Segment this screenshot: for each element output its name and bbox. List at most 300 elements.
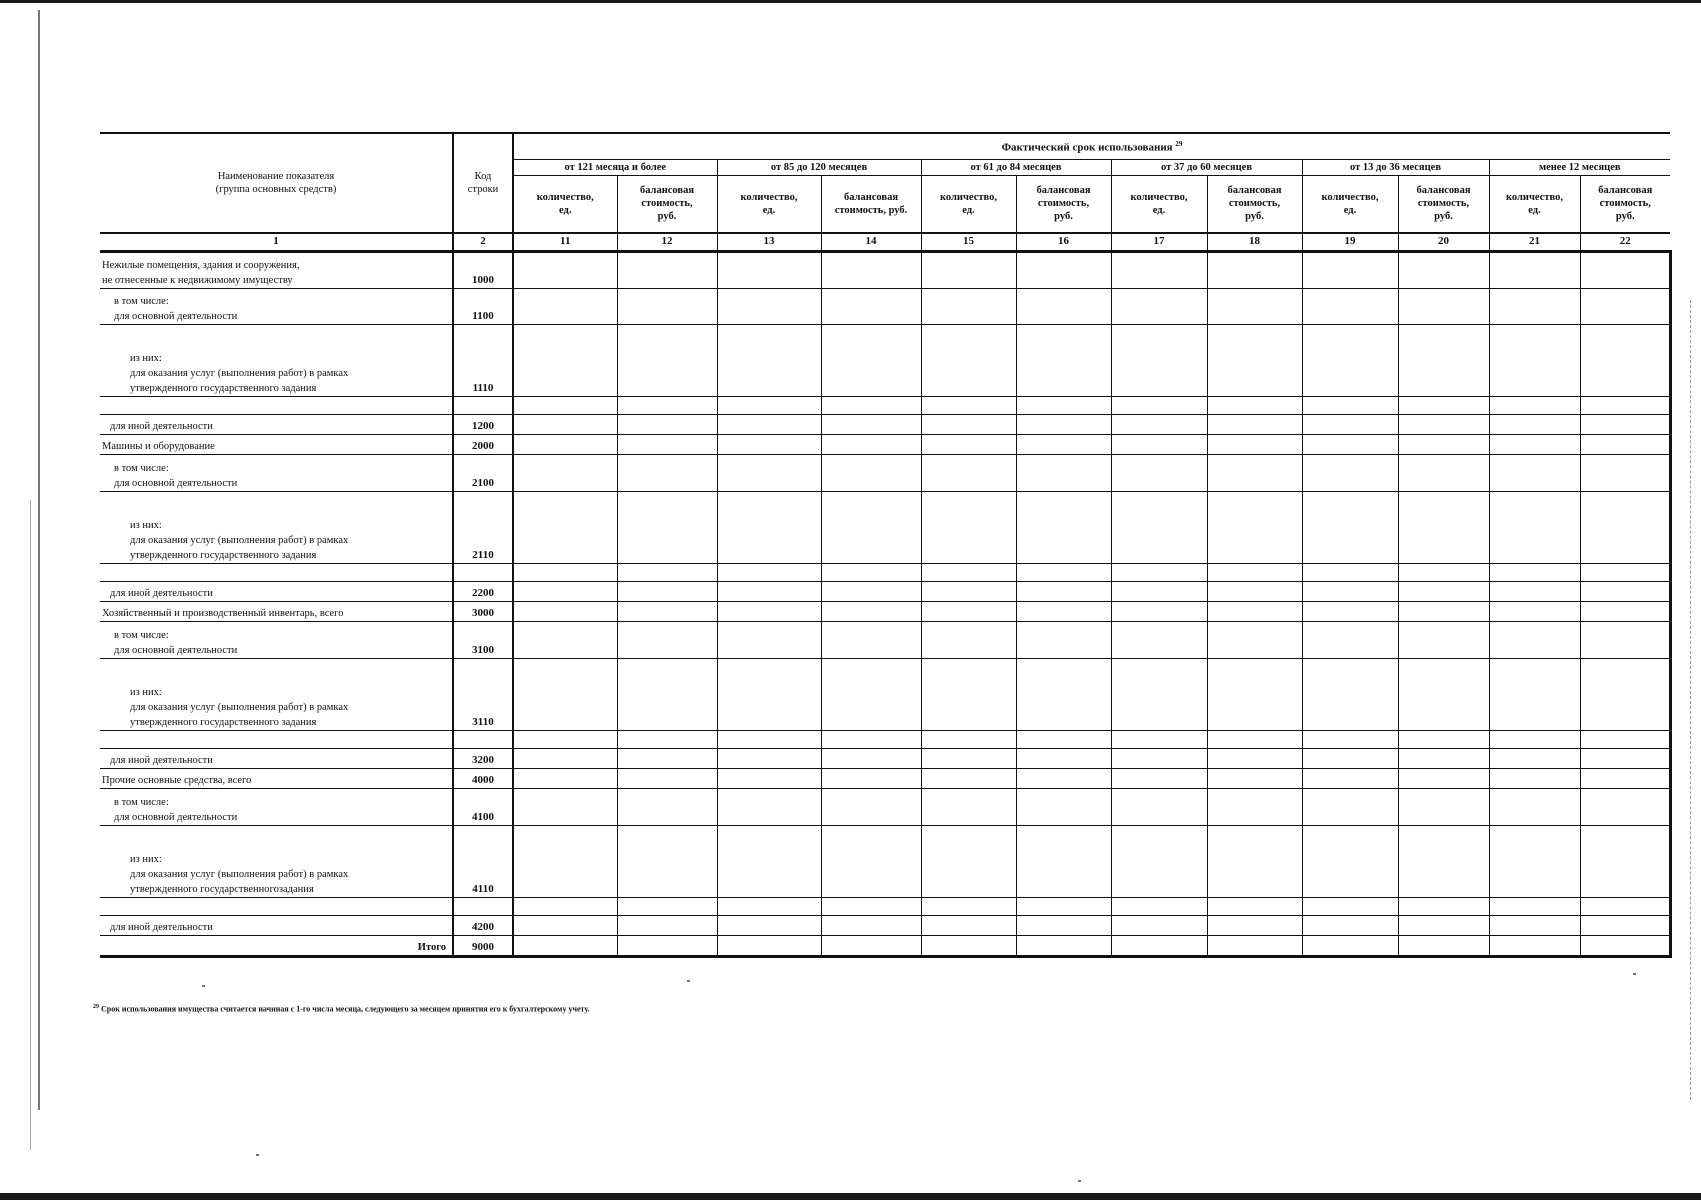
quantity-cell: [921, 563, 1016, 581]
quantity-cell: [513, 563, 617, 581]
quantity-cell: [1111, 621, 1207, 658]
book-value-cell: [1398, 768, 1489, 788]
book-value-cell: [1207, 563, 1302, 581]
group-header-37-60: от 37 до 60 месяцев: [1111, 159, 1302, 175]
row-name: [100, 563, 453, 581]
book-value-cell: [617, 581, 717, 601]
book-value-cell: [1580, 251, 1670, 288]
book-value-cell: [1016, 897, 1111, 915]
quantity-cell: [921, 748, 1016, 768]
quantity-cell: [513, 396, 617, 414]
book-value-cell: [1016, 601, 1111, 621]
row-name: для иной деятельности: [100, 748, 453, 768]
quantity-cell: [1489, 730, 1580, 748]
row-name: для иной деятельности: [100, 915, 453, 935]
subcol-quantity: количество, ед.: [717, 175, 821, 233]
quantity-cell: [717, 825, 821, 897]
table-row: [100, 581, 1670, 601]
book-value-cell: [1398, 621, 1489, 658]
table-row: [100, 768, 1670, 788]
quantity-cell: [921, 621, 1016, 658]
book-value-cell: [1580, 601, 1670, 621]
scan-edge-right: [1690, 300, 1692, 1100]
quantity-cell: [1302, 601, 1398, 621]
quantity-cell: [921, 897, 1016, 915]
row-code: 2000: [453, 434, 513, 454]
quantity-cell: [1111, 897, 1207, 915]
quantity-cell: [1111, 601, 1207, 621]
quantity-cell: [1489, 491, 1580, 563]
row-name: для иной деятельности: [100, 581, 453, 601]
row-code: [453, 396, 513, 414]
book-value-cell: [617, 601, 717, 621]
row-name: для иной деятельности: [100, 414, 453, 434]
row-code: 2100: [453, 454, 513, 491]
book-value-cell: [1207, 414, 1302, 434]
quantity-cell: [921, 601, 1016, 621]
book-value-cell: [1016, 434, 1111, 454]
col-number: 22: [1580, 233, 1670, 251]
quantity-cell: [1489, 658, 1580, 730]
quantity-cell: [1111, 658, 1207, 730]
subcol-quantity: количество, ед.: [513, 175, 617, 233]
subcol-book-value: балансовая стоимость, руб.: [1016, 175, 1111, 233]
footnote-ref: 29: [1175, 139, 1183, 148]
quantity-cell: [921, 581, 1016, 601]
book-value-cell: [1207, 396, 1302, 414]
book-value-cell: [617, 288, 717, 324]
quantity-cell: [1489, 324, 1580, 396]
book-value-cell: [1016, 621, 1111, 658]
row-code: 3110: [453, 658, 513, 730]
quantity-cell: [717, 324, 821, 396]
book-value-cell: [1016, 768, 1111, 788]
book-value-cell: [617, 324, 717, 396]
scan-edge-left-faint: [30, 500, 31, 1150]
row-code: 2200: [453, 581, 513, 601]
table-row: [100, 748, 1670, 768]
col-number: 16: [1016, 233, 1111, 251]
table-row: [100, 621, 1670, 658]
row-name: из них: для оказания услуг (выполнения работ) в рамках утвержденного государственного задания: [100, 491, 453, 563]
book-value-cell: [1016, 251, 1111, 288]
quantity-cell: [1302, 434, 1398, 454]
book-value-cell: [821, 825, 921, 897]
quantity-cell: [1489, 788, 1580, 825]
quantity-cell: [1302, 251, 1398, 288]
quantity-cell: [513, 730, 617, 748]
book-value-cell: [617, 788, 717, 825]
row-code: [453, 730, 513, 748]
quantity-cell: [1302, 621, 1398, 658]
col-number: 19: [1302, 233, 1398, 251]
table-row: [100, 897, 1670, 915]
book-value-cell: [1016, 825, 1111, 897]
quantity-cell: [921, 414, 1016, 434]
quantity-cell: [513, 621, 617, 658]
book-value-cell: [821, 730, 921, 748]
quantity-cell: [1111, 748, 1207, 768]
subcol-quantity: количество, ед.: [921, 175, 1016, 233]
col-number: 15: [921, 233, 1016, 251]
subcol-book-value: балансовая стоимость, руб.: [1398, 175, 1489, 233]
table-row: [100, 825, 1670, 897]
quantity-cell: [717, 581, 821, 601]
book-value-cell: [821, 491, 921, 563]
quantity-cell: [1489, 897, 1580, 915]
row-name: Нежилые помещения, здания и сооружения, не отнесенные к недвижимому имуществу: [100, 251, 453, 288]
scan-speck: [1633, 973, 1636, 975]
col-number: 13: [717, 233, 821, 251]
quantity-cell: [1489, 414, 1580, 434]
quantity-cell: [1111, 915, 1207, 935]
row-code: 9000: [453, 935, 513, 956]
row-name: Хозяйственный и производственный инвентарь, всего: [100, 601, 453, 621]
quantity-cell: [1489, 251, 1580, 288]
quantity-cell: [1489, 935, 1580, 956]
subcol-quantity: количество, ед.: [1302, 175, 1398, 233]
table-row: [100, 601, 1670, 621]
book-value-cell: [1207, 768, 1302, 788]
book-value-cell: [1580, 396, 1670, 414]
book-value-cell: [1398, 434, 1489, 454]
book-value-cell: [821, 768, 921, 788]
book-value-cell: [1580, 288, 1670, 324]
book-value-cell: [1016, 748, 1111, 768]
book-value-cell: [1207, 434, 1302, 454]
quantity-cell: [513, 414, 617, 434]
book-value-cell: [1207, 621, 1302, 658]
row-name: в том числе: для основной деятельности: [100, 454, 453, 491]
quantity-cell: [513, 288, 617, 324]
book-value-cell: [1398, 324, 1489, 396]
quantity-cell: [921, 788, 1016, 825]
scan-edge-top: [0, 0, 1701, 3]
col-number: 20: [1398, 233, 1489, 251]
quantity-cell: [513, 434, 617, 454]
row-name: в том числе: для основной деятельности: [100, 288, 453, 324]
book-value-cell: [821, 915, 921, 935]
row-code: 4110: [453, 825, 513, 897]
book-value-cell: [1398, 897, 1489, 915]
quantity-cell: [1489, 434, 1580, 454]
table-row: [100, 324, 1670, 396]
book-value-cell: [1016, 581, 1111, 601]
book-value-cell: [1580, 788, 1670, 825]
quantity-cell: [717, 935, 821, 956]
book-value-cell: [1580, 434, 1670, 454]
quantity-cell: [1111, 730, 1207, 748]
quantity-cell: [1302, 454, 1398, 491]
book-value-cell: [821, 251, 921, 288]
book-value-cell: [1580, 491, 1670, 563]
book-value-cell: [617, 748, 717, 768]
book-value-cell: [1207, 788, 1302, 825]
row-code: [453, 563, 513, 581]
subcol-book-value: балансовая стоимость, руб.: [821, 175, 921, 233]
book-value-cell: [821, 621, 921, 658]
book-value-cell: [1207, 491, 1302, 563]
code-column-header: [453, 133, 513, 233]
quantity-cell: [717, 563, 821, 581]
book-value-cell: [1016, 414, 1111, 434]
book-value-cell: [1398, 730, 1489, 748]
book-value-cell: [1580, 563, 1670, 581]
row-name: [100, 897, 453, 915]
quantity-cell: [1111, 288, 1207, 324]
row-code: 4000: [453, 768, 513, 788]
scan-speck: [687, 980, 690, 982]
col-number: 12: [617, 233, 717, 251]
book-value-cell: [1207, 915, 1302, 935]
col-number: 17: [1111, 233, 1207, 251]
footnote-mark: 29: [93, 1004, 99, 1010]
quantity-cell: [717, 396, 821, 414]
col-number: 2: [453, 233, 513, 251]
table-body: [100, 251, 1670, 956]
table-row: [100, 915, 1670, 935]
book-value-cell: [1580, 454, 1670, 491]
quantity-cell: [1302, 414, 1398, 434]
row-name: Машины и оборудование: [100, 434, 453, 454]
book-value-cell: [1580, 414, 1670, 434]
quantity-cell: [717, 658, 821, 730]
row-name: Прочие основные средства, всего: [100, 768, 453, 788]
quantity-cell: [1111, 563, 1207, 581]
book-value-cell: [617, 730, 717, 748]
subcol-book-value: балансовая стоимость, руб.: [1580, 175, 1670, 233]
quantity-cell: [1489, 768, 1580, 788]
book-value-cell: [1398, 825, 1489, 897]
quantity-cell: [1302, 748, 1398, 768]
book-value-cell: [617, 658, 717, 730]
book-value-cell: [617, 251, 717, 288]
book-value-cell: [1016, 935, 1111, 956]
quantity-cell: [513, 788, 617, 825]
book-value-cell: [1398, 251, 1489, 288]
quantity-cell: [1302, 788, 1398, 825]
book-value-cell: [617, 396, 717, 414]
quantity-cell: [1111, 251, 1207, 288]
book-value-cell: [821, 434, 921, 454]
table-row: [100, 454, 1670, 491]
row-name: из них: для оказания услуг (выполнения работ) в рамках утвержденного государственного задания: [100, 658, 453, 730]
quantity-cell: [1111, 581, 1207, 601]
book-value-cell: [1580, 748, 1670, 768]
book-value-cell: [1580, 730, 1670, 748]
row-code: 4100: [453, 788, 513, 825]
quantity-cell: [1302, 324, 1398, 396]
subcol-book-value: балансовая стоимость, руб.: [617, 175, 717, 233]
quantity-cell: [921, 730, 1016, 748]
scan-speck: [202, 985, 205, 987]
col-number: 18: [1207, 233, 1302, 251]
book-value-cell: [1207, 658, 1302, 730]
book-value-cell: [1016, 396, 1111, 414]
book-value-cell: [1580, 915, 1670, 935]
col-number: 11: [513, 233, 617, 251]
book-value-cell: [821, 414, 921, 434]
quantity-cell: [717, 730, 821, 748]
book-value-cell: [1016, 454, 1111, 491]
quantity-cell: [717, 768, 821, 788]
book-value-cell: [1398, 396, 1489, 414]
book-value-cell: [1580, 658, 1670, 730]
quantity-cell: [1111, 324, 1207, 396]
book-value-cell: [1016, 730, 1111, 748]
book-value-cell: [1207, 288, 1302, 324]
quantity-cell: [717, 748, 821, 768]
book-value-cell: [1016, 915, 1111, 935]
quantity-cell: [1111, 454, 1207, 491]
row-code: 3000: [453, 601, 513, 621]
book-value-cell: [1398, 563, 1489, 581]
header-row-col-numbers: [100, 233, 1670, 251]
header-row-super: [100, 133, 1670, 159]
quantity-cell: [921, 396, 1016, 414]
row-code: 2110: [453, 491, 513, 563]
quantity-cell: [1489, 621, 1580, 658]
table-row: [100, 730, 1670, 748]
book-value-cell: [1398, 288, 1489, 324]
table-row: [100, 563, 1670, 581]
quantity-cell: [1302, 396, 1398, 414]
quantity-cell: [1489, 563, 1580, 581]
quantity-cell: [513, 251, 617, 288]
group-header-13-36: от 13 до 36 месяцев: [1302, 159, 1489, 175]
quantity-cell: [1111, 825, 1207, 897]
quantity-cell: [921, 825, 1016, 897]
book-value-cell: [821, 788, 921, 825]
book-value-cell: [1580, 825, 1670, 897]
quantity-cell: [1302, 288, 1398, 324]
book-value-cell: [617, 454, 717, 491]
quantity-cell: [513, 768, 617, 788]
quantity-cell: [921, 324, 1016, 396]
book-value-cell: [617, 563, 717, 581]
code-column-header-text: Код строки: [467, 171, 499, 195]
col-number: 21: [1489, 233, 1580, 251]
book-value-cell: [617, 915, 717, 935]
quantity-cell: [513, 601, 617, 621]
quantity-cell: [921, 251, 1016, 288]
quantity-cell: [1302, 935, 1398, 956]
book-value-cell: [1016, 563, 1111, 581]
usage-period-header: [513, 133, 1670, 159]
quantity-cell: [513, 897, 617, 915]
quantity-cell: [1489, 396, 1580, 414]
scan-speck: [1078, 1180, 1081, 1182]
quantity-cell: [513, 935, 617, 956]
row-name: из них: для оказания услуг (выполнения работ) в рамках утвержденного государственногозадания: [100, 825, 453, 897]
book-value-cell: [821, 601, 921, 621]
quantity-cell: [1302, 581, 1398, 601]
row-code: 1000: [453, 251, 513, 288]
row-code: [453, 897, 513, 915]
quantity-cell: [921, 491, 1016, 563]
usage-period-header-text: Фактический срок использования: [1001, 141, 1173, 154]
quantity-cell: [921, 935, 1016, 956]
quantity-cell: [717, 788, 821, 825]
book-value-cell: [1398, 601, 1489, 621]
quantity-cell: [1302, 915, 1398, 935]
table-row: [100, 251, 1670, 288]
quantity-cell: [513, 324, 617, 396]
book-value-cell: [1580, 581, 1670, 601]
book-value-cell: [1207, 251, 1302, 288]
book-value-cell: [1398, 658, 1489, 730]
quantity-cell: [717, 414, 821, 434]
book-value-cell: [821, 288, 921, 324]
quantity-cell: [1302, 491, 1398, 563]
quantity-cell: [717, 454, 821, 491]
quantity-cell: [1489, 601, 1580, 621]
row-name: [100, 730, 453, 748]
quantity-cell: [921, 288, 1016, 324]
quantity-cell: [1111, 491, 1207, 563]
scan-edge-bottom: [0, 1193, 1701, 1200]
quantity-cell: [1111, 414, 1207, 434]
table-row: [100, 935, 1670, 956]
row-name: [100, 396, 453, 414]
group-header-85-120: от 85 до 120 месяцев: [717, 159, 921, 175]
quantity-cell: [513, 658, 617, 730]
book-value-cell: [1016, 288, 1111, 324]
book-value-cell: [1207, 730, 1302, 748]
quantity-cell: [1302, 897, 1398, 915]
quantity-cell: [1302, 658, 1398, 730]
quantity-cell: [1489, 825, 1580, 897]
book-value-cell: [1580, 324, 1670, 396]
quantity-cell: [513, 454, 617, 491]
book-value-cell: [1016, 324, 1111, 396]
table-row: [100, 396, 1670, 414]
book-value-cell: [1580, 897, 1670, 915]
table-row: [100, 414, 1670, 434]
book-value-cell: [617, 768, 717, 788]
row-code: 3200: [453, 748, 513, 768]
book-value-cell: [1398, 454, 1489, 491]
book-value-cell: [1398, 788, 1489, 825]
col-number: 1: [100, 233, 453, 251]
group-header-under-12: менее 12 месяцев: [1489, 159, 1670, 175]
book-value-cell: [1398, 491, 1489, 563]
book-value-cell: [821, 324, 921, 396]
quantity-cell: [717, 621, 821, 658]
quantity-cell: [921, 768, 1016, 788]
quantity-cell: [1111, 935, 1207, 956]
book-value-cell: [617, 935, 717, 956]
book-value-cell: [1016, 788, 1111, 825]
book-value-cell: [821, 658, 921, 730]
quantity-cell: [1302, 768, 1398, 788]
quantity-cell: [513, 581, 617, 601]
book-value-cell: [1207, 581, 1302, 601]
quantity-cell: [1111, 434, 1207, 454]
quantity-cell: [1302, 730, 1398, 748]
book-value-cell: [1207, 748, 1302, 768]
quantity-cell: [921, 434, 1016, 454]
book-value-cell: [1398, 581, 1489, 601]
quantity-cell: [921, 658, 1016, 730]
book-value-cell: [821, 396, 921, 414]
book-value-cell: [1398, 935, 1489, 956]
quantity-cell: [1111, 396, 1207, 414]
book-value-cell: [1207, 897, 1302, 915]
book-value-cell: [617, 897, 717, 915]
name-column-header-text: Наименование показателя (группа основных средств): [215, 171, 337, 195]
row-name: из них: для оказания услуг (выполнения работ) в рамках утвержденного государственного задания: [100, 324, 453, 396]
